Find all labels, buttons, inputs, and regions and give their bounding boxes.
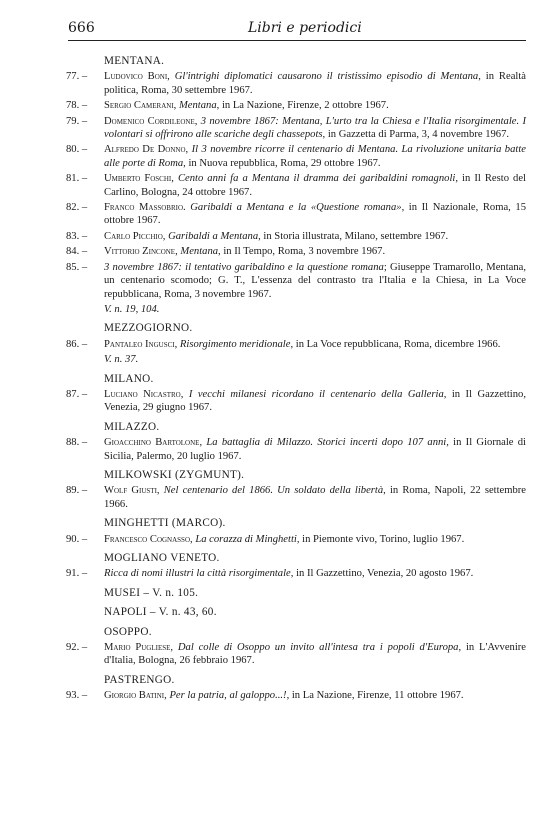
bibliography-entry [66,436,526,463]
entry-separator: , [185,144,192,156]
entry-title: Mentana [180,246,219,258]
entry-author: Gioacchino Bartolone [104,437,200,449]
entry-body [104,246,385,257]
entry-source: , in Il Nazionale, Roma, 15 ottobre 1967. [104,202,526,227]
entry-title: Risorgimento meridionale [179,338,291,350]
section-heading: MILAZZO. [104,420,160,433]
section-heading: NAPOLI – V. n. 43, 60. [104,606,217,619]
entry-author: Wolf Giusti [104,485,157,497]
running-title: Libri e periodici [248,20,362,36]
entry-body [104,485,526,509]
bibliography-entry [66,245,526,258]
entry-author: Luciano Nicastro [104,388,181,400]
entry-source: , in Gazzetta di Parma, 3, 4 novembre 1967. [322,129,510,141]
entry-separator: , [199,437,207,449]
entry-source: ; Giuseppe Tramarollo, Mentana, un centenario scomodo; G. T., L'essenza del contrasto tra l'Italia e la Chiesa, in La Voce repubblicana, Roma, 3 novembre 1967. [104,261,526,300]
entry-number: 92. – [66,642,88,654]
entry-author: Carlo Picchio [104,230,163,242]
bibliography-entry [66,115,526,142]
entry-author: Franco Massobrio [104,202,184,214]
section-heading: PASTRENGO. [104,673,175,686]
entry-body [104,100,389,111]
entry-number: 91. – [66,568,88,580]
bibliography-entry [66,338,526,351]
entry-title: Mentana [178,100,217,112]
entry-body [104,144,526,168]
entry-author: Francesco Cognasso [104,533,191,545]
entry-source: , in Roma, Napoli, 22 settembre 1966. [104,485,527,510]
bibliography-entry [66,388,526,415]
bibliography-entry [66,533,526,546]
entry-separator: , [171,173,178,185]
section-heading: OSOPPO. [104,625,152,638]
entry-body [104,642,526,666]
entry-body [104,437,526,461]
entry-title: Per la patria, al galoppo...! [169,690,287,702]
entry-source: , in Nuova repubblica, Roma, 29 ottobre 1967. [183,157,381,169]
entry-body [104,534,464,545]
entry-source: , in Il Tempo, Roma, 3 novembre 1967. [218,246,386,258]
entry-title: La corazza di Minghetti [195,533,297,545]
entry-separator: . [183,202,191,214]
section-heading: MEZZOGIORNO. [104,322,193,335]
entry-body [104,690,464,701]
entry-separator: , [190,533,196,545]
bibliography-entry [66,99,526,112]
entry-separator: , [173,100,179,112]
bibliography-entry [66,70,526,97]
section-heading: MINGHETTI (MARCO). [104,517,226,530]
entry-body [104,71,526,95]
entry-author: Vittorio Zincone [104,246,176,258]
entry-source: , in Il Gazzettino, Venezia, 20 agosto 1967. [290,568,474,580]
section-heading: MUSEI – V. n. 105. [104,586,199,599]
entry-body [104,202,526,226]
entry-separator: , [167,71,175,83]
section-heading: MOGLIANO VENETO. [104,552,220,564]
entry-separator: , [175,246,181,258]
entry-title: Gl'intrighi diplomatici causarono il tristissimo episodio di Mentana [174,71,479,83]
bibliography-entry [66,484,526,511]
bibliography-entry [66,143,526,170]
entry-number: 78. – [66,100,88,112]
entry-number: 90. – [66,533,88,545]
entry-title: 3 novembre 1867: Mentana, L'urto tra la Chiesa e l'Italia risorgimentale. I volontari si offrirono alle scariche degli chassepots [104,115,526,141]
entry-separator: , [180,388,189,400]
entry-source: , in La Nazione, Firenze, 11 ottobre 1967. [286,690,464,702]
entry-author: Giorgio Batini [104,690,165,702]
entry-title: Nel centenario del 1866. Un soldato della libertà [163,485,384,497]
entry-body [104,339,500,350]
entry-author: Ludovico Boni [104,71,168,83]
entry-author: Pantaleo Ingusci [104,338,175,350]
page-number: 666 [68,20,95,36]
page-header [68,20,526,40]
entry-separator: , [174,338,180,350]
entry-number: 82. – [66,202,88,214]
entry-source: , in Il Resto del Carlino, Bologna, 24 ottobre 1967. [104,173,526,198]
entry-number: 83. – [66,230,88,242]
entry-body [104,389,526,413]
entry-source: , in L'Avvenire d'Italia, Bologna, 26 febbraio 1967. [104,642,527,667]
entry-number: 80. – [66,144,88,156]
entry-source: , in Piemonte vivo, Torino, luglio 1967. [296,533,465,545]
section-heading: MILKOWSKI (ZYGMUNT). [104,468,245,481]
section-heading: MENTANA. [104,55,165,67]
entry-title: Ricca di nomi illustri la città risorgimentale [104,568,291,580]
entry-number: 88. – [66,437,88,449]
bibliography-list [66,55,526,705]
bibliography-entry [66,172,526,199]
entry-title: Il 3 novembre ricorre il centenario di Mentana. La rivoluzione unitaria batte alle porte di Roma [104,144,526,169]
entry-title: Cento anni fa a Mentana il dramma dei garibaldini romagnoli [177,173,456,185]
bibliography-entry [66,201,526,228]
section-heading: MILANO. [104,372,154,385]
entry-author: Domenico Cordileone [104,115,195,127]
entry-number: 93. – [66,690,88,702]
entry-author: Umberto Foschi [104,173,172,185]
entry-body [104,262,526,300]
entry-title: Garibaldi a Mentana [168,230,259,242]
entry-source: , in Il Giornale di Sicilia, Palermo, 20 luglio 1967. [104,437,527,462]
bibliography-entry [66,689,526,702]
entry-number: 81. – [66,173,88,185]
entry-number: 86. – [66,338,88,350]
entry-body [104,231,448,242]
entry-title: La battaglia di Milazzo. Storici incerti dopo 107 anni [206,437,447,449]
entry-title: Garibaldi a Mentana e la «Questione romana» [190,202,402,214]
entry-source: , in La Nazione, Firenze, 2 ottobre 1967. [216,100,389,112]
bibliography-entry [66,567,526,580]
entry-author: Alfredo De Donno [104,144,186,156]
entry-number: 85. – [66,261,88,273]
cross-reference: V. n. 37. [104,354,139,366]
entry-title: I vecchi milanesi ricordano il centenario della Galleria [188,388,444,400]
bibliography-entry [66,261,526,301]
entry-title: Dal colle di Osoppo un invito all'intesa tra i popoli d'Europa [177,642,459,654]
entry-source: , in Storia illustrata, Milano, settembre 1967. [258,230,449,242]
entry-separator: , [170,642,178,654]
entry-number: 79. – [66,115,88,127]
entry-separator: , [164,690,170,702]
entry-title: 3 novembre 1867: il tentativo garibaldino e la questione romana [104,261,384,273]
entry-body [104,568,473,579]
entry-separator: , [194,115,201,127]
entry-number: 87. – [66,388,88,400]
entry-number: 77. – [66,71,88,83]
header-rule [68,40,526,41]
cross-reference: V. n. 19, 104. [104,303,160,315]
entry-number: 84. – [66,246,88,258]
entry-number: 89. – [66,485,88,497]
entry-source: , in Il Gazzettino, Venezia, 29 giugno 1967. [104,388,526,414]
entry-separator: , [156,485,164,497]
entry-source: , in La Voce repubblicana, Roma, dicembre 1966. [290,338,501,350]
entry-author: Sergio Camerani [104,100,174,112]
entry-source: , in Realtà politica, Roma, 30 settembre 1967. [104,71,526,96]
entry-body [104,173,526,197]
entry-body [104,116,526,140]
entry-author: Mario Pugliese [104,642,171,654]
bibliography-entry [66,230,526,243]
entry-separator: , [162,230,169,242]
bibliography-entry [66,641,526,668]
